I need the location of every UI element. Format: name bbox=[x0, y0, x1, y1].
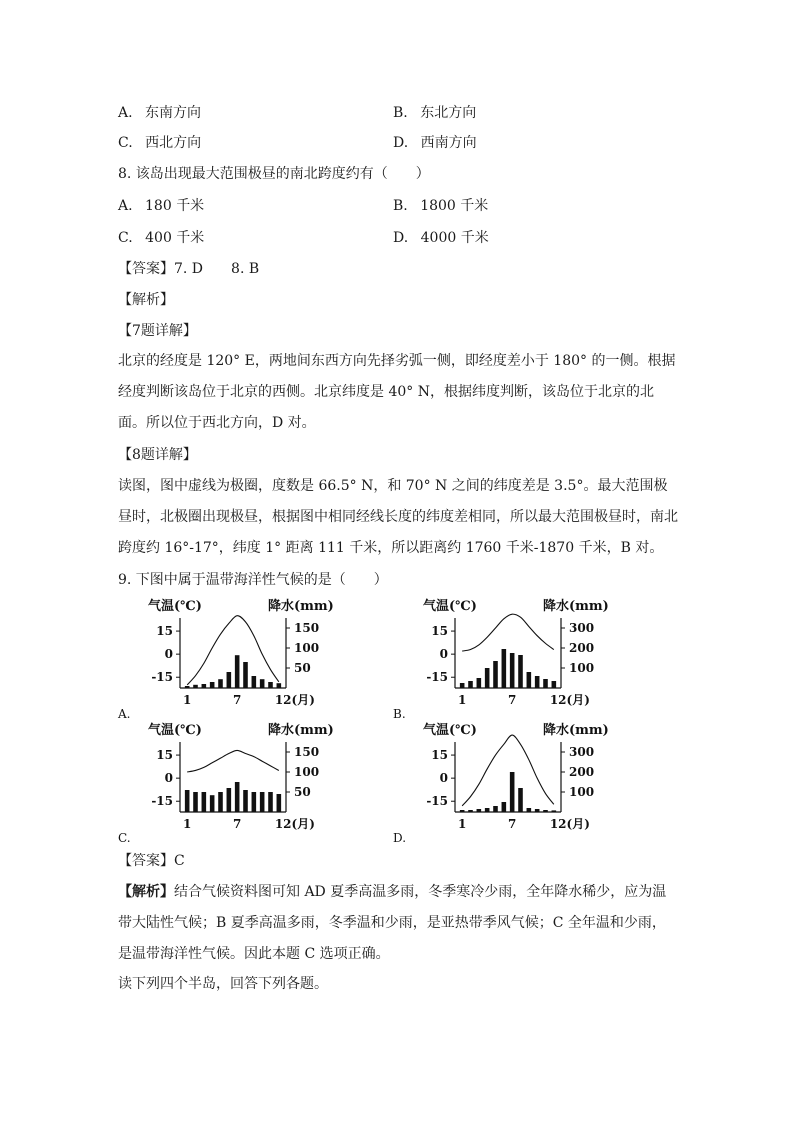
precip-bar bbox=[502, 649, 507, 688]
q8-option-d bbox=[393, 228, 489, 248]
option-text: 东南方向 bbox=[145, 105, 202, 121]
option-letter: A. bbox=[118, 105, 133, 121]
precip-tick-label: 150 bbox=[294, 621, 320, 635]
precip-bar bbox=[193, 792, 198, 812]
temp-axis-title: 气温(℃) bbox=[423, 599, 477, 614]
temp-tick-label: -15 bbox=[151, 794, 173, 809]
chart-svg bbox=[118, 598, 348, 723]
chart-option-label: D. bbox=[393, 831, 407, 845]
climate-chart-c bbox=[118, 722, 348, 847]
precip-bar bbox=[243, 790, 248, 812]
precip-tick-label: 100 bbox=[569, 661, 595, 675]
precip-bar bbox=[543, 679, 548, 688]
precip-bar bbox=[210, 682, 215, 688]
x-tick-label: 1 bbox=[182, 817, 192, 831]
option-text: 西北方向 bbox=[145, 135, 202, 151]
precip-bar bbox=[260, 679, 265, 688]
precip-axis-title: 降水(mm) bbox=[543, 723, 609, 738]
precip-bar bbox=[243, 662, 248, 688]
option-text: 400 千米 bbox=[145, 230, 205, 246]
analysis-9-body: 结合气候资料图可知 AD 夏季高温多雨，冬季寒冷少雨，全年降水稀少，应为温带大陆性气候；B 夏季高温多雨，冬季温和少雨，是亚热带季风气候；C 全年温和少雨，是温带海洋性气候。因此本题 C 选项正确。 bbox=[118, 884, 667, 962]
precip-bar bbox=[460, 810, 465, 812]
precip-tick-label: 300 bbox=[569, 745, 595, 759]
x-tick-label: 7 bbox=[507, 817, 517, 831]
precip-bar bbox=[543, 810, 548, 812]
precip-bar bbox=[268, 682, 273, 688]
q7-option-c bbox=[118, 133, 201, 153]
q7-option-b bbox=[393, 103, 476, 123]
option-text: 1800 千米 bbox=[420, 198, 489, 214]
precip-tick-label: 300 bbox=[569, 621, 595, 635]
option-letter: C. bbox=[118, 230, 133, 246]
answer-7-8: 【答案】7. D 8. B bbox=[118, 261, 260, 277]
precip-bar bbox=[227, 788, 232, 812]
precip-bar bbox=[268, 792, 273, 812]
chart-svg bbox=[393, 598, 623, 723]
q8-option-a bbox=[118, 196, 204, 216]
analysis-9 bbox=[118, 877, 678, 970]
chart-svg bbox=[118, 722, 348, 847]
climate-chart-d bbox=[393, 722, 623, 847]
detail-8-heading: 【8题详解】 bbox=[118, 447, 197, 463]
precip-bar bbox=[468, 681, 473, 688]
temperature-curve bbox=[187, 750, 279, 772]
temperature-curve bbox=[187, 616, 279, 685]
q7-option-a bbox=[118, 103, 201, 123]
answer-9: 【答案】C bbox=[118, 853, 185, 869]
x-tick-label: 1 bbox=[457, 817, 467, 831]
temp-tick-label: 0 bbox=[439, 771, 448, 786]
x-tick-label: 12(月) bbox=[274, 693, 315, 707]
precip-tick-label: 150 bbox=[294, 745, 320, 759]
precip-bar bbox=[260, 792, 265, 812]
detail-7-heading: 【7题详解】 bbox=[118, 323, 197, 339]
precip-bar bbox=[552, 681, 557, 688]
option-letter: B. bbox=[393, 105, 408, 121]
temp-tick-label: 15 bbox=[156, 748, 173, 763]
precip-bar bbox=[477, 678, 482, 688]
precip-tick-label: 200 bbox=[569, 641, 595, 655]
option-text: 4000 千米 bbox=[420, 230, 489, 246]
precip-bar bbox=[227, 672, 232, 688]
option-text: 180 千米 bbox=[145, 198, 205, 214]
precip-bar bbox=[235, 782, 240, 812]
temp-tick-label: 0 bbox=[164, 771, 173, 786]
precip-axis-title: 降水(mm) bbox=[543, 599, 609, 614]
option-text: 西南方向 bbox=[420, 135, 477, 151]
precip-bar bbox=[218, 792, 223, 812]
q7-option-d bbox=[393, 133, 477, 153]
chart-option-label: B. bbox=[393, 707, 406, 721]
x-tick-label: 7 bbox=[507, 693, 517, 707]
temp-axis-title: 气温(℃) bbox=[423, 723, 477, 738]
analysis-heading: 【解析】 bbox=[118, 292, 174, 308]
temp-tick-label: 15 bbox=[431, 624, 448, 639]
precip-tick-label: 200 bbox=[569, 765, 595, 779]
chart-option-label: A. bbox=[118, 707, 131, 721]
precip-tick-label: 100 bbox=[569, 785, 595, 799]
precip-bar bbox=[235, 655, 240, 688]
precip-bar bbox=[185, 686, 190, 688]
precip-bar bbox=[535, 809, 540, 812]
precip-bar bbox=[202, 684, 207, 688]
precip-bar bbox=[277, 794, 282, 812]
temp-tick-label: -15 bbox=[426, 670, 448, 685]
precip-bar bbox=[502, 802, 507, 812]
precip-bar bbox=[527, 808, 532, 812]
x-tick-label: 12(月) bbox=[549, 817, 590, 831]
option-text: 东北方向 bbox=[420, 105, 477, 121]
detail-8-body: 读图，图中虚线为极圈，度数是 66.5° N，和 70° N 之间的纬度差是 3.5°。最大范围极昼时，北极圈出现极昼，根据图中相同经线长度的纬度差相同，所以最大范围极昼时，南北跨度约 16°-17°，纬度 1° 距离 111 千米，所以距离约 1760 千米-1870 千米，B 对。 bbox=[118, 478, 678, 556]
precip-tick-label: 50 bbox=[294, 661, 311, 675]
temp-tick-label: -15 bbox=[151, 670, 173, 685]
precip-bar bbox=[485, 668, 490, 688]
precip-bar bbox=[185, 790, 190, 812]
option-letter: A. bbox=[118, 198, 133, 214]
precip-axis-title: 降水(mm) bbox=[268, 723, 334, 738]
temperature-curve bbox=[462, 614, 554, 651]
next-instruction: 读下列四个半岛，回答下列各题。 bbox=[118, 976, 328, 992]
precip-bar bbox=[218, 679, 223, 688]
precip-bar bbox=[477, 809, 482, 812]
precip-bar bbox=[252, 792, 257, 812]
temp-tick-label: -15 bbox=[426, 794, 448, 809]
x-tick-label: 12(月) bbox=[549, 693, 590, 707]
option-letter: D. bbox=[393, 230, 409, 246]
climate-chart-b bbox=[393, 598, 623, 723]
x-tick-label: 1 bbox=[457, 693, 467, 707]
x-tick-label: 7 bbox=[232, 693, 242, 707]
x-tick-label: 7 bbox=[232, 817, 242, 831]
precip-bar bbox=[468, 810, 473, 812]
option-letter: C. bbox=[118, 135, 133, 151]
temp-axis-title: 气温(℃) bbox=[148, 723, 202, 738]
precip-bar bbox=[535, 676, 540, 688]
precip-tick-label: 50 bbox=[294, 785, 311, 799]
temperature-curve bbox=[462, 735, 554, 806]
q9-stem: 9. 下图中属于温带海洋性气候的是（ ） bbox=[118, 572, 388, 588]
x-tick-label: 12(月) bbox=[274, 817, 315, 831]
precip-bar bbox=[460, 683, 465, 688]
temp-axis-title: 气温(℃) bbox=[148, 599, 202, 614]
precip-tick-label: 100 bbox=[294, 765, 320, 779]
q8-option-c bbox=[118, 228, 204, 248]
precip-bar bbox=[527, 672, 532, 688]
temp-tick-label: 0 bbox=[164, 647, 173, 662]
x-tick-label: 1 bbox=[182, 693, 192, 707]
q8-option-b bbox=[393, 196, 488, 216]
precip-bar bbox=[193, 685, 198, 688]
precip-bar bbox=[518, 655, 523, 688]
precip-bar bbox=[510, 772, 515, 812]
precip-axis-title: 降水(mm) bbox=[268, 599, 334, 614]
analysis-9-label: 【解析】 bbox=[118, 884, 174, 900]
q8-stem: 8. 该岛出现最大范围极昼的南北跨度约有（ ） bbox=[118, 166, 430, 182]
precip-bar bbox=[252, 676, 257, 688]
precip-bar bbox=[485, 808, 490, 812]
option-letter: B. bbox=[393, 198, 408, 214]
chart-option-label: C. bbox=[118, 831, 131, 845]
precip-tick-label: 100 bbox=[294, 641, 320, 655]
precip-bar bbox=[210, 795, 215, 812]
precip-bar bbox=[518, 788, 523, 812]
precip-bar bbox=[202, 792, 207, 812]
detail-7-body: 北京的经度是 120° E，两地间东西方向先择劣弧一侧，即经度差小于 180° 的一侧。根据经度判断该岛位于北京的西侧。北京纬度是 40° N，根据纬度判断，该岛位于北京的北面。所以位于西北方向，D 对。 bbox=[118, 353, 676, 431]
precip-bar bbox=[552, 810, 557, 812]
temp-tick-label: 15 bbox=[431, 748, 448, 763]
temp-tick-label: 0 bbox=[439, 647, 448, 662]
climate-chart-a bbox=[118, 598, 348, 723]
chart-svg bbox=[393, 722, 623, 847]
temp-tick-label: 15 bbox=[156, 624, 173, 639]
precip-bar bbox=[493, 806, 498, 812]
precip-bar bbox=[510, 653, 515, 688]
precip-bar bbox=[277, 683, 282, 688]
option-letter: D. bbox=[393, 135, 409, 151]
precip-bar bbox=[493, 661, 498, 688]
